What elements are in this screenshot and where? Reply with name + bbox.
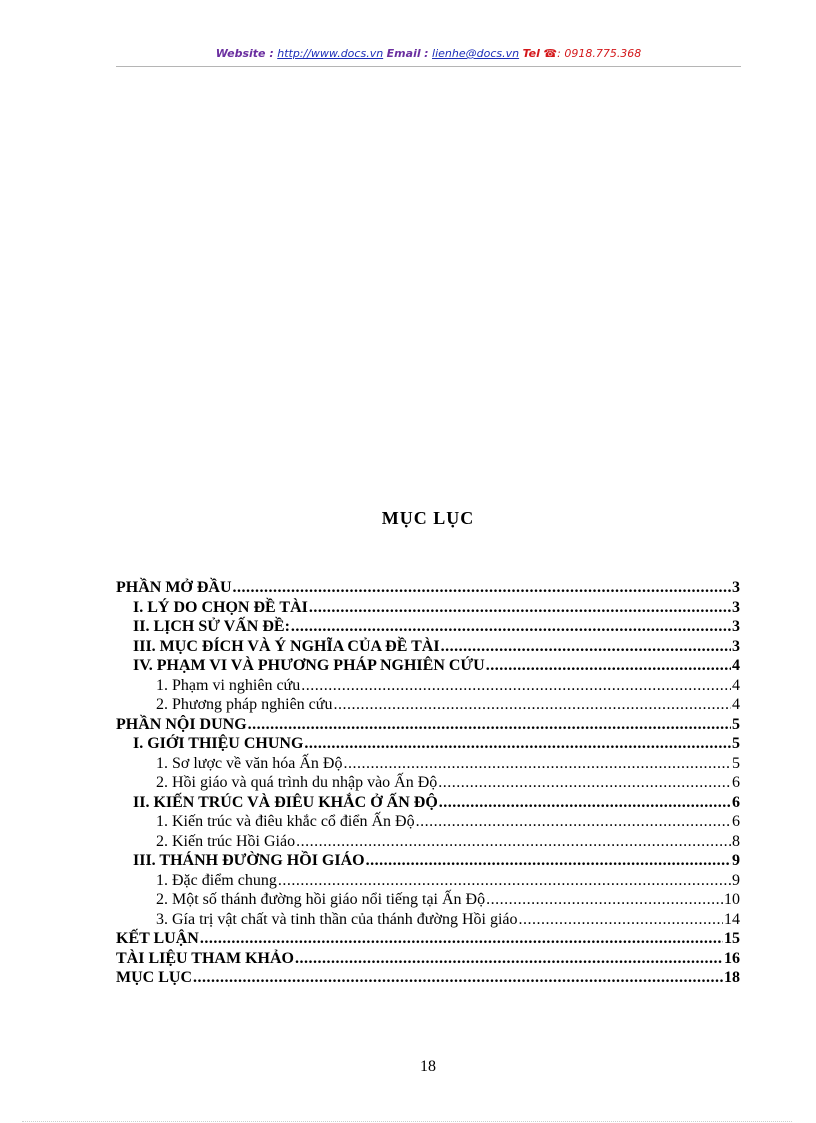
toc-title: MỤC LỤC: [381, 508, 475, 528]
toc-entry-text: 2. Một số thánh đường hồi giáo nổi tiếng tại Ấn Độ: [156, 891, 486, 908]
toc-entry[interactable]: [116, 851, 740, 871]
website-label: Website :: [215, 47, 274, 60]
toc-entry-page: 5: [732, 754, 740, 772]
page-number: 18: [420, 1058, 436, 1075]
toc-entry-page: 4: [732, 657, 740, 674]
toc-entry[interactable]: [116, 793, 740, 813]
toc-entry[interactable]: [116, 949, 740, 969]
toc-entry-text: PHẦN MỞ ĐẦU: [116, 579, 232, 596]
toc-entry-text: II. LỊCH SỬ VẤN ĐỀ:: [133, 618, 290, 635]
toc-entry-text: 1. Sơ lược về văn hóa Ấn Độ: [156, 754, 343, 772]
toc-leader: [366, 851, 731, 871]
toc-leader: [486, 890, 723, 910]
toc-entry-page: 10: [724, 891, 740, 908]
toc-entry-page: 16: [724, 949, 740, 967]
toc-entry-page: 3: [732, 618, 740, 635]
toc-leader: [441, 637, 731, 657]
toc-entry-text: 1. Kiến trúc và điêu khắc cổ điển Ấn Độ: [156, 813, 415, 830]
toc-leader: [416, 812, 731, 832]
email-link[interactable]: lienhe@docs.vn: [432, 47, 520, 60]
toc-leader: [233, 578, 731, 598]
website-link[interactable]: http://www.docs.vn: [277, 47, 384, 60]
toc-entry-text: 3. Gía trị vật chất và tinh thần của thánh đường Hồi giáo: [156, 910, 518, 928]
toc-entry-text: 2. Kiến trúc Hồi Giáo: [156, 832, 296, 850]
toc-leader: [301, 676, 731, 696]
toc-leader: [309, 598, 731, 618]
toc-entry[interactable]: [116, 812, 740, 832]
telephone-icon: ☎: [543, 47, 558, 60]
page-bottom-border: [22, 1121, 792, 1122]
page-header: [116, 47, 741, 60]
toc-leader: [278, 871, 731, 891]
toc-entry-text: 2. Hồi giáo và quá trình du nhập vào Ấn Độ: [156, 774, 438, 791]
toc-leader: [296, 832, 731, 852]
toc-entry-page: 3: [732, 579, 740, 596]
toc-entry-page: 5: [732, 735, 740, 752]
toc-entry-text: III. MỤC ĐÍCH VÀ Ý NGHĨA CỦA ĐỀ TÀI: [133, 637, 440, 655]
toc-leader: [295, 949, 723, 969]
toc-entry[interactable]: [116, 910, 740, 930]
toc-leader: [333, 695, 731, 715]
toc-entry[interactable]: [116, 617, 740, 637]
toc-leader: [343, 754, 731, 774]
toc-entry[interactable]: [116, 715, 740, 735]
toc-entry-text: 2. Phương pháp nghiên cứu: [156, 696, 333, 713]
toc-entry-text: 1. Phạm vi nghiên cứu: [156, 676, 301, 694]
toc-entry-page: 6: [732, 774, 740, 791]
toc-entry-text: KẾT LUẬN: [116, 930, 199, 947]
toc-entry-page: 14: [724, 910, 740, 928]
toc-leader: [200, 929, 723, 949]
toc-entry-page: 3: [732, 598, 740, 616]
tel-label: Tel: [522, 47, 540, 60]
toc-entry[interactable]: [116, 890, 740, 910]
toc-entry-page: 9: [732, 852, 740, 869]
toc-entry-text: 1. Đặc điểm chung: [156, 871, 277, 889]
toc-leader: [486, 656, 731, 676]
toc-leader: [439, 793, 731, 813]
toc-entry-page: 3: [732, 637, 740, 655]
toc-entry[interactable]: [116, 578, 740, 598]
header-divider: [116, 66, 741, 67]
toc-entry-page: 15: [724, 930, 740, 947]
toc-entry-text: III. THÁNH ĐƯỜNG HỒI GIÁO: [133, 852, 365, 869]
toc-entry[interactable]: [116, 832, 740, 852]
toc-entry-text: I. LÝ DO CHỌN ĐỀ TÀI: [133, 598, 308, 616]
toc-entry-page: 4: [732, 676, 740, 694]
toc-entry[interactable]: [116, 754, 740, 774]
email-separator: :: [424, 47, 429, 60]
toc-entry[interactable]: [116, 656, 740, 676]
toc-entry-text: IV. PHẠM VI VÀ PHƯƠNG PHÁP NGHIÊN CỨU: [133, 657, 485, 674]
toc-entry-page: 18: [724, 969, 740, 986]
toc-entry[interactable]: [116, 598, 740, 618]
toc-entry-text: II. KIẾN TRÚC VÀ ĐIÊU KHẮC Ở ẤN ĐỘ: [133, 793, 438, 811]
toc-entry-text: I. GIỚI THIỆU CHUNG: [133, 735, 304, 752]
toc-entry[interactable]: [116, 734, 740, 754]
toc-entry[interactable]: [116, 695, 740, 715]
toc-entry-page: 9: [732, 871, 740, 889]
toc-leader: [291, 617, 731, 637]
toc-leader: [438, 773, 731, 793]
toc-leader: [248, 715, 731, 735]
toc-entry-page: 5: [732, 715, 740, 733]
toc-entry-page: 6: [732, 813, 740, 830]
toc-entry[interactable]: [116, 968, 740, 988]
toc-entry-page: 4: [732, 696, 740, 713]
toc-entry[interactable]: [116, 929, 740, 949]
toc-leader: [304, 734, 731, 754]
phone-number: : 0918.775.368: [557, 47, 642, 60]
toc-entry-text: PHẦN NỘI DUNG: [116, 715, 247, 733]
toc-entry-page: 6: [732, 793, 740, 811]
table-of-contents: [116, 578, 740, 988]
toc-entry[interactable]: [116, 871, 740, 891]
toc-leader: [518, 910, 723, 930]
toc-entry-page: 8: [732, 832, 740, 850]
toc-leader: [193, 968, 723, 988]
toc-entry[interactable]: [116, 773, 740, 793]
toc-entry-text: MỤC LỤC: [116, 969, 192, 986]
toc-entry[interactable]: [116, 676, 740, 696]
email-label: Email: [386, 47, 421, 60]
toc-entry[interactable]: [116, 637, 740, 657]
toc-entry-text: TÀI LIỆU THAM KHẢO: [116, 949, 294, 967]
